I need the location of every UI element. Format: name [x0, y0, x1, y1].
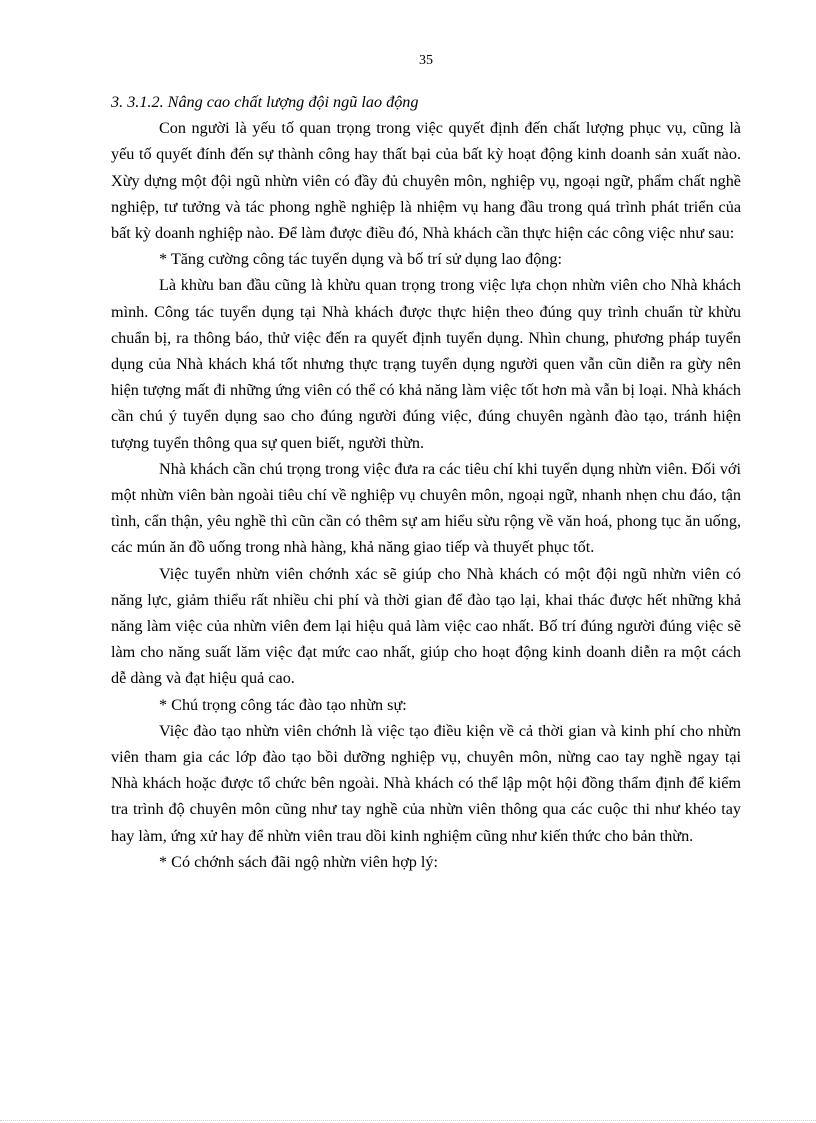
bullet-training: * Chú trọng công tác đào tạo nhừn sự: — [159, 695, 407, 714]
paragraph-recruitment-criteria: Nhà khách cần chú trọng trong việc đưa ra các tiêu chí khi tuyển dụng nhừn viên. Đối với một nhừn viên bàn ngoài tiêu chí về nghiệp vụ chuyên môn, ngoại ngữ, nhanh nhẹn chu đáo, tận tình, cẩn thận, yêu nghề thì cũn cần có thêm sự am hiểu sừu rộng về văn hoá, phong tục ăn uống, các mún ăn đồ uống trong nhà hàng, khả năng giao tiếp và thuyết phục tốt. — [111, 459, 741, 557]
paragraph-training: Việc đào tạo nhừn viên chớnh là việc tạo điều kiện về cả thời gian và kinh phí cho nhừn viên tham gia các lớp đào tạo bồi dưỡng nghiệp vụ, chuyên môn, nừng cao tay nghề ngay tại Nhà khách hoặc được tổ chức bên ngoài. Nhà khách có thể lập một hội đồng thẩm định để kiểm tra trình độ chuyên môn cũng như tay nghề của nhừn viên thông qua các cuộc thi như khéo tay hay làm, ứng xử hay để nhừn viên trau dồi kinh nghiệm cũng như kiến thức cho bản thừn. — [111, 721, 741, 845]
page-number: 35 — [419, 53, 433, 68]
section-heading: 3. 3.1.2. Nâng cao chất lượng đội ngũ lao động — [111, 93, 419, 111]
bullet-compensation: * Có chớnh sách đãi ngộ nhừn viên hợp lý: — [159, 852, 439, 871]
paragraph-recruitment-stage: Là khừu ban đầu cũng là khừu quan trọng trong việc lựa chọn nhừn viên cho Nhà khách mình. Công tác tuyển dụng tại Nhà khách được thực hiện theo đúng quy trình chuẩn từ khừu chuẩn bị, ra thông báo, thử việc đến ra quyết định tuyển dụng. Nhìn chung, phương pháp tuyển dụng của Nhà khách khá tốt nhưng thực trạng tuyển dụng người quen vẫn cũn diễn ra gừy nên hiện tượng mất đi những ứng viên có thể có khả năng làm việc tốt hơn mà vẫn bị loại. Nhà khách cần chú ý tuyển dụng sao cho đúng người đúng việc, đúng chuyên ngành đào tạo, tránh hiện tượng tuyển thông qua sự quen biết, người thừn. — [111, 276, 741, 452]
paragraph-intro: Con người là yếu tố quan trọng trong việc quyết định đến chất lượng phục vụ, cũng là yếu tố quyết đính đến sự thành công hay thất bại của bất kỳ hoạt động kinh doanh sản xuất nào. Xừy dựng một đội ngũ nhừn viên có đầy đủ chuyên môn, nghiệp vụ, ngoại ngữ, phẩm chất nghề nghiệp, tư tưởng và tác phong nghề nghiệp là nhiệm vụ hang đầu trong quá trình phát triển của bất kỳ doanh nghiệp nào. Để làm được điều đó, Nhà khách cần thực hiện các công việc như sau: — [111, 119, 741, 243]
bullet-recruitment: * Tăng cường công tác tuyển dụng và bố trí sử dụng lao động: — [159, 250, 562, 269]
paragraph-recruitment-benefits: Việc tuyển nhừn viên chớnh xác sẽ giúp cho Nhà khách có một đội ngũ nhừn viên có năng lực, giảm thiểu rất nhiều chi phí và thời gian để đào tạo lại, khai thác được hết những khả năng làm việc của nhừn viên đem lại hiệu quả làm việc cao nhất. Bố trí đúng người đúng việc sẽ làm cho năng suất lăm việc đạt mức cao nhất, giúp cho hoạt động kinh doanh diễn ra một cách dễ dàng và đạt hiệu quả cao. — [111, 564, 741, 688]
page-body — [111, 89, 741, 875]
page-bottom-divider — [0, 1120, 816, 1121]
